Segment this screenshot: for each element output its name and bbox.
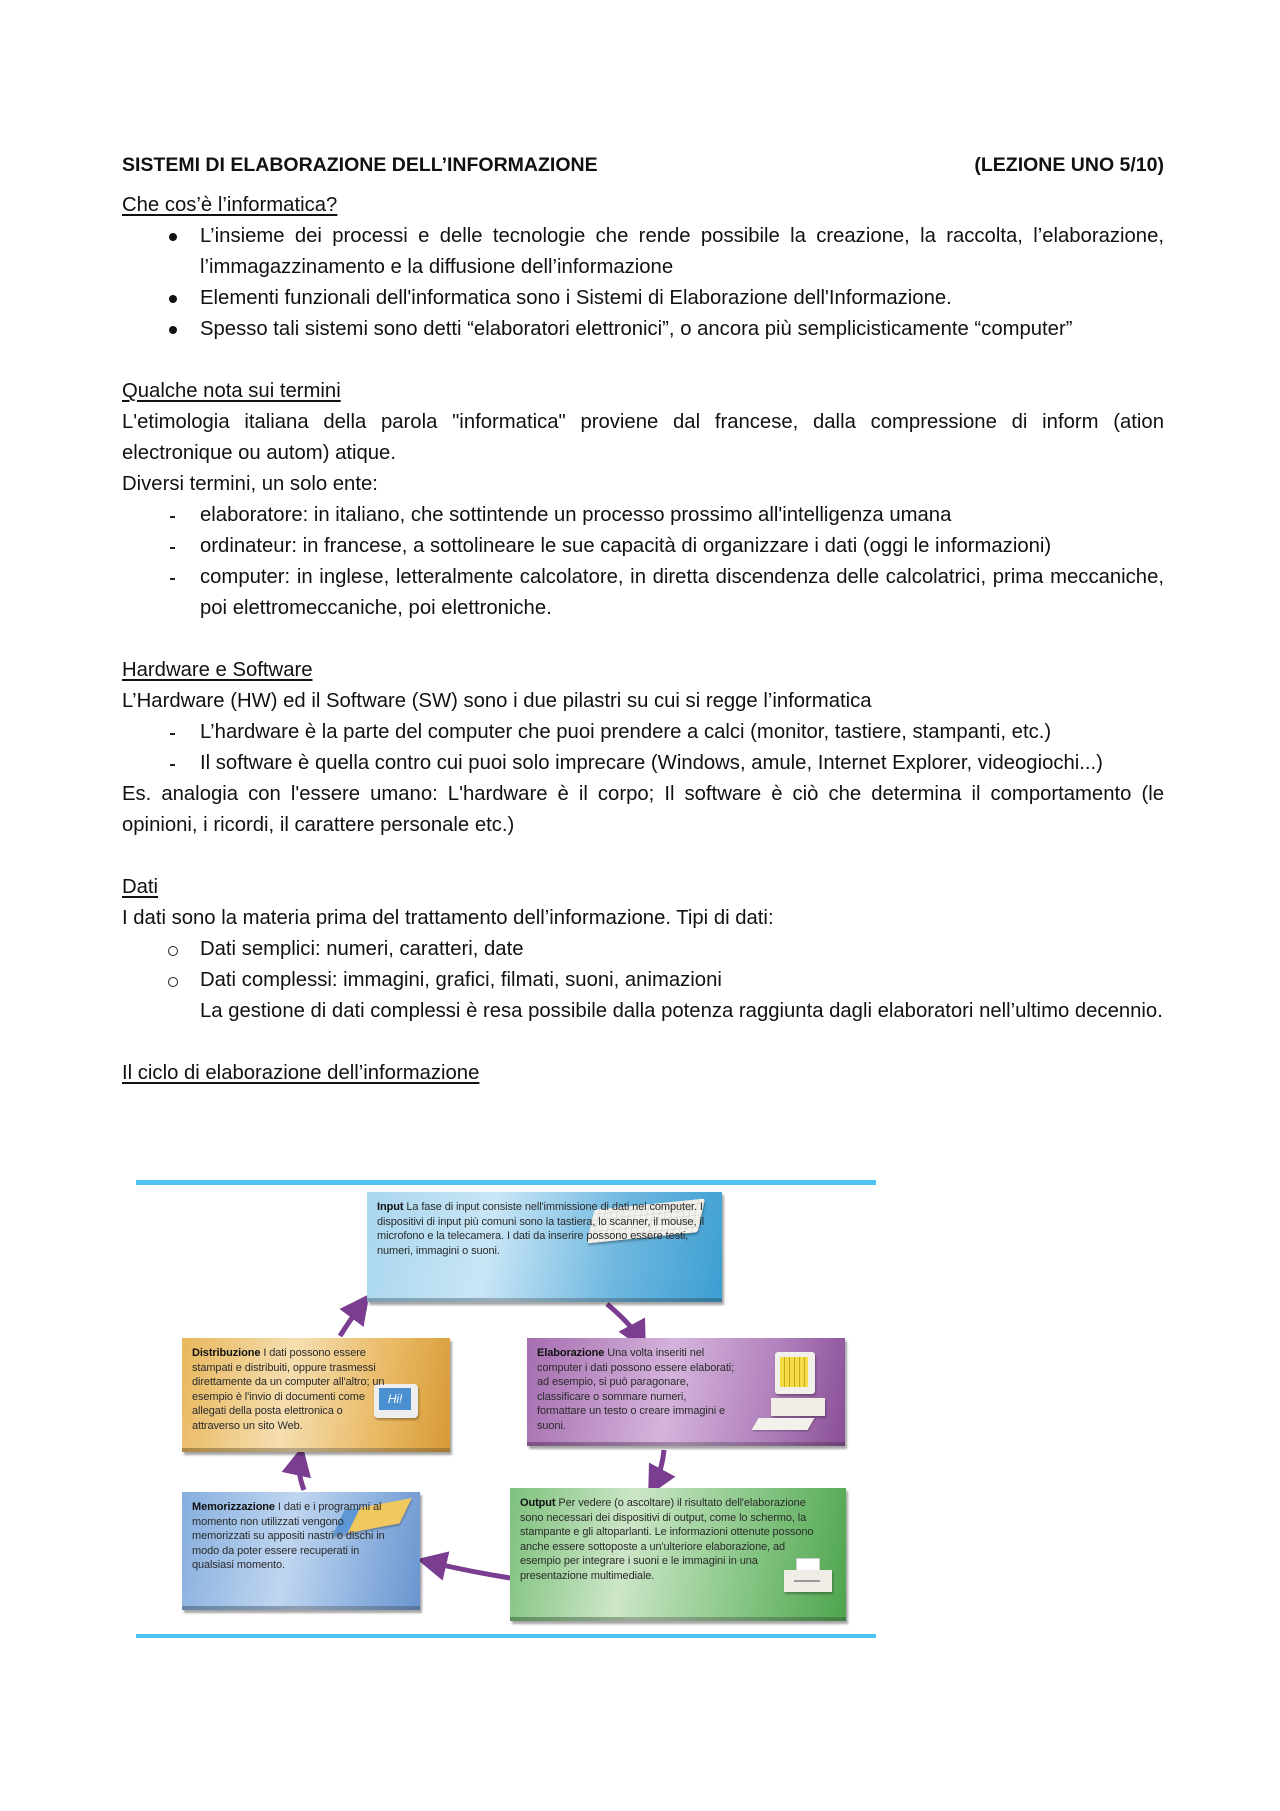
- distribuzione-box: [182, 1338, 450, 1452]
- elaborazione-title: Elaborazione: [537, 1347, 605, 1359]
- section-heading-termini: Qualche nota sui termini: [122, 380, 341, 402]
- list-item: Dati complessi: immagini, grafici, filmati, suoni, animazioni: [200, 969, 722, 991]
- list-item: Il software è quella contro cui puoi solo imprecare (Windows, amule, Internet Explorer, videogiochi...): [200, 752, 1103, 774]
- list-item: Dati semplici: numeri, caratteri, date: [200, 938, 524, 960]
- dati-intro: I dati sono la materia prima del trattamento dell’informazione. Tipi di dati:: [122, 907, 774, 929]
- document-title: SISTEMI DI ELABORAZIONE DELL’INFORMAZIONE: [122, 154, 598, 176]
- document-header: [122, 150, 1164, 181]
- output-text: Per vedere (o ascoltare) il risultato dell'elaborazione sono necessari dei dispositivi di output, come lo schermo, la stampante e gli altoparlanti. Le informazioni ottenute possono anche essere sottoposte a un'ulteriore elaborazione, ad esempio per integrare i suoni e le immagini in una presentazione multimediale.: [520, 1497, 814, 1582]
- input-text: La fase di input consiste nell'immissione di dati nel computer. I dispositivi di input più comuni sono la tastiera, lo scanner, il mouse, il microfono e la telecamera. I dati da inserire possono essere testi, numeri, immagini o suoni.: [377, 1201, 705, 1257]
- list-item: computer: in inglese, letteralmente calcolatore, in diretta discendenza delle calcolatrici, prima meccaniche, poi elettromeccaniche, poi elettroniche.: [200, 566, 1164, 619]
- list-item: elaboratore: in italiano, che sottintende un processo prossimo all'intelligenza umana: [200, 504, 952, 526]
- termini-intro: Diversi termini, un solo ente:: [122, 473, 378, 495]
- dati-circle-list: [122, 934, 1164, 996]
- arrow-distribuzione-to-input: [340, 1304, 362, 1336]
- list-item: L’insieme dei processi e delle tecnologie che rende possibile la creazione, la raccolta, l’elaborazione, l’immagazzinamento e la diffusione dell’informazione: [200, 225, 1164, 278]
- section-heading-dati: Dati: [122, 876, 159, 898]
- section-heading-informatica: Che cos’è l’informatica?: [122, 194, 338, 216]
- list-item: Spesso tali sistemi sono detti “elaboratori elettronici”, o ancora più semplicisticamente “computer”: [200, 318, 1073, 340]
- memorizzazione-box: [182, 1492, 420, 1610]
- hwsw-analogy: Es. analogia con l'essere umano: L'hardware è il corpo; Il software è ciò che determina il comportamento (le opinioni, i ricordi, il carattere personale etc.): [122, 783, 1164, 836]
- list-item: Elementi funzionali dell'informatica sono i Sistemi di Elaborazione dell'Informazione.: [200, 287, 952, 309]
- arrow-input-to-elaborazione: [607, 1304, 640, 1340]
- computer-icon: [769, 1352, 831, 1432]
- input-title: Input: [377, 1201, 404, 1213]
- memorizzazione-text: I dati e i programmi al momento non utilizzati vengono memorizzati su appositi nastri o dischi in modo da poter essere recuperati in qualsiasi momento.: [192, 1501, 385, 1572]
- document-page: [122, 150, 1164, 1089]
- elaborazione-text: Una volta inseriti nel computer i dati possono essere elaborati; ad esempio, si può paragonare, classificare o sommare numeri, formattare un testo o creare immagini e suoni.: [537, 1347, 735, 1432]
- informatica-bullet-list: [122, 221, 1164, 345]
- distribuzione-title: Distribuzione: [192, 1347, 261, 1359]
- output-box: [510, 1488, 846, 1621]
- monitor-icon: Hi!: [374, 1384, 418, 1418]
- section-heading-ciclo: Il ciclo di elaborazione dell’informazione: [122, 1062, 480, 1084]
- hwsw-dash-list: [122, 717, 1164, 779]
- output-title: Output: [520, 1497, 556, 1509]
- list-item: ordinateur: in francese, a sottolineare le sue capacità di organizzare i dati (oggi le informazioni): [200, 535, 1052, 557]
- elaborazione-box: [527, 1338, 845, 1446]
- etimologia-paragraph: L'etimologia italiana della parola "informatica" proviene dal francese, dalla compressione di inform (ation electronique ou autom) atique.: [122, 411, 1164, 464]
- arrow-memorizzazione-to-distribuzione: [299, 1458, 304, 1490]
- memorizzazione-title: Memorizzazione: [192, 1501, 275, 1513]
- input-box: [367, 1192, 722, 1302]
- hwsw-intro: L’Hardware (HW) ed il Software (SW) sono i due pilastri su cui si regge l’informatica: [122, 690, 872, 712]
- termini-dash-list: [122, 500, 1164, 624]
- arrow-elaborazione-to-output: [654, 1450, 664, 1485]
- section-heading-hwsw: Hardware e Software: [122, 659, 313, 681]
- lesson-label: (LEZIONE UNO 5/10): [974, 154, 1164, 176]
- list-item: L’hardware è la parte del computer che puoi prendere a calci (monitor, tastiere, stampanti, etc.): [200, 721, 1052, 743]
- distribuzione-text: I dati possono essere stampati e distribuiti, oppure trasmessi direttamente da un computer all'altro; un esempio è l'invio di documenti come allegati della posta elettronica o attraverso un sito Web.: [192, 1347, 385, 1432]
- information-cycle-diagram: [132, 1180, 872, 1650]
- arrow-output-to-memorizzazione: [429, 1562, 510, 1578]
- dati-note: La gestione di dati complessi è resa possibile dalla potenza raggiunta dagli elaboratori nell’ultimo decennio.: [200, 1000, 1163, 1022]
